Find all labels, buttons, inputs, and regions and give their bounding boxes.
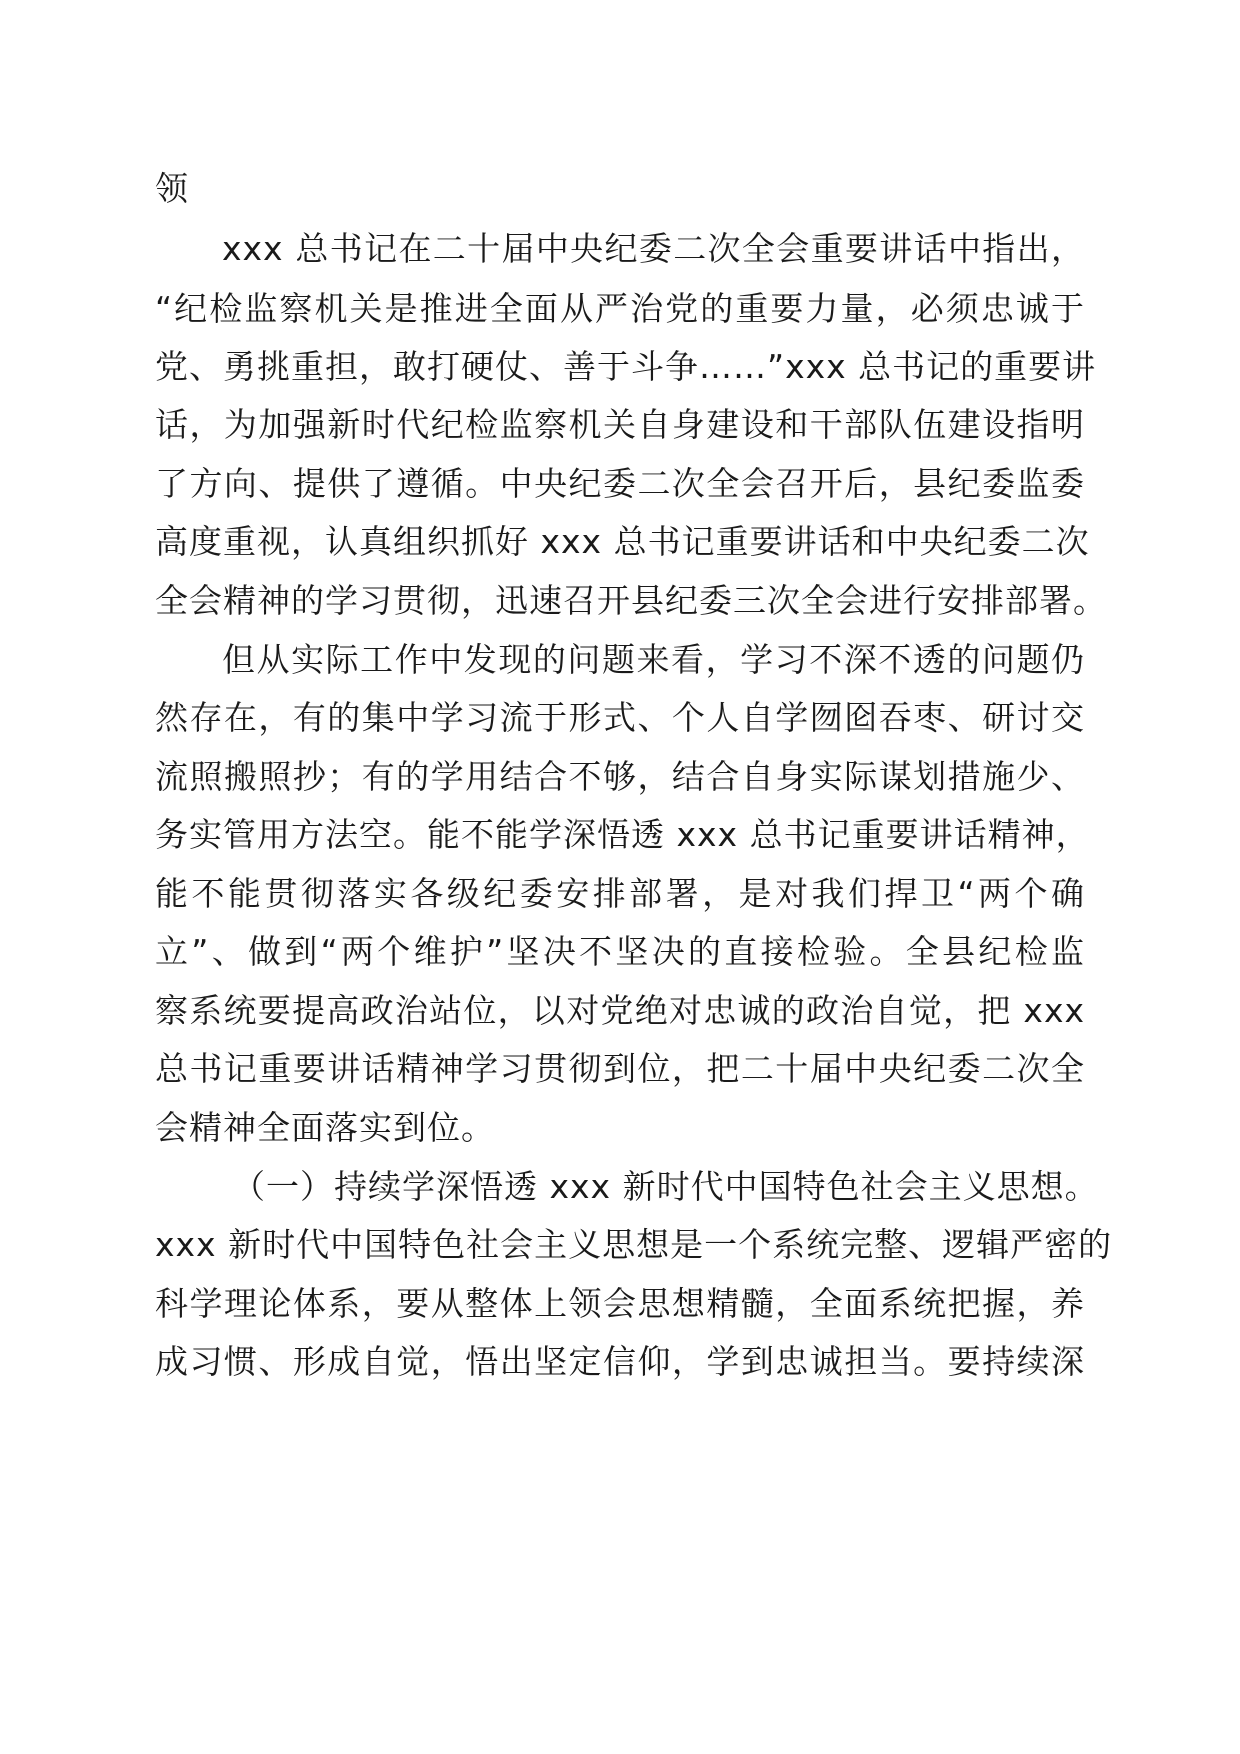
text-line: 党、勇挑重担，敢打硬仗、善于斗争……”xxx 总书记的重要讲 [155,347,1097,386]
text-line: 话，为加强新时代纪检监察机关自身建设和干部队伍建设指明 [155,405,1085,444]
text-line: 领 [155,169,189,208]
text-line: 总书记重要讲话精神学习贯彻到位，把二十届中央纪委二次全 [155,1049,1085,1088]
text-line: 全会精神的学习贯彻，迅速召开县纪委三次全会进行安排部署。 [155,581,1107,620]
text-line: 了方向、提供了遵循。中央纪委二次全会召开后，县纪委监委 [155,464,1085,503]
text-line: 成习惯、形成自觉，悟出坚定信仰，学到忠诚担当。要持续深 [155,1342,1085,1381]
text-line: 然存在，有的集中学习流于形式、个人自学囫囵吞枣、研讨交 [155,698,1085,737]
text-line: 科学理论体系，要从整体上领会思想精髓，全面系统把握，养 [155,1284,1085,1323]
text-line: xxx 新时代中国特色社会主义思想是一个系统完整、逻辑严密的 [155,1225,1113,1264]
text-line: 会精神全面落实到位。 [155,1108,495,1147]
text-line: xxx 总书记在二十届中央纪委二次全会重要讲话中指出， [222,229,1085,268]
text-line: 但从实际工作中发现的问题来看，学习不深不透的问题仍 [222,640,1085,679]
text-line: 察系统要提高政治站位，以对党绝对忠诚的政治自觉，把 xxx [155,991,1085,1030]
text-line: 高度重视，认真组织抓好 xxx 总书记重要讲话和中央纪委二次 [155,522,1090,561]
text-line: 务实管用方法空。能不能学深悟透 xxx 总书记重要讲话精神， [155,815,1090,854]
text-line: 能不能贯彻落实各级纪委安排部署，是对我们捍卫“两个确 [155,874,1085,913]
text-line: 立”、做到“两个维护”坚决不坚决的直接检验。全县纪检监 [155,932,1085,971]
text-line: 流照搬照抄；有的学用结合不够，结合自身实际谋划措施少、 [155,757,1085,796]
text-line: “纪检监察机关是推进全面从严治党的重要力量，必须忠诚于 [155,289,1085,328]
section-heading: （一）持续学深悟透 xxx 新时代中国特色社会主义思想。 [232,1167,1099,1206]
